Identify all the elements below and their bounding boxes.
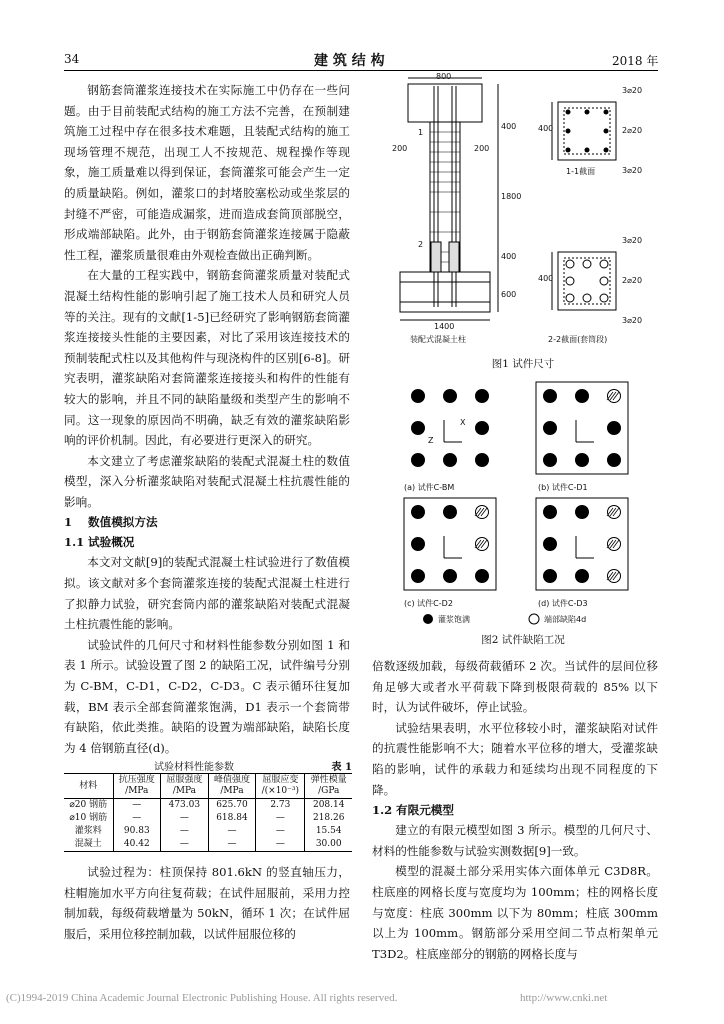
table-cell: 混凝土 [64, 838, 113, 852]
figure-2-drawing [398, 378, 654, 628]
paragraph: 本文建立了考虑灌浆缺陷的装配式混凝土柱的数值模型，深入分析灌浆缺陷对装配式混凝土柱抗震性能的影响。 [64, 453, 350, 509]
filled-bar [544, 570, 557, 583]
cnki-link[interactable]: http://www.cnki.net [520, 992, 608, 1004]
table-header-cell: 抗压强度 /MPa [113, 774, 161, 799]
filled-bar [476, 454, 489, 467]
rebar-label: 3⌀20 [622, 236, 643, 245]
section-heading-1-2: 1.2 有限元模型 [372, 803, 454, 818]
axis-z: Z [428, 436, 434, 445]
defect-bar [608, 390, 621, 403]
year: 2018 年 [612, 54, 659, 68]
table-cell: 90.83 [113, 825, 161, 838]
paragraph: 钢筋套筒灌浆连接技术在实际施工中仍存在一些问题。由于目前装配式结构的施工方法不完善，在预制建筑施工过程中存在很多技术难题，且装配式结构的施工现场管理不规范，出现工人不按规范、规程操作等现象，施工质量难以得到保证，套筒灌浆可能会产生一定的质量缺陷。例如，灌浆口的封堵胶塞松动或坐浆层的封缝不严密，可能造成漏浆，进而造成套筒顶部脱空，形成端部缺陷。此外，由于钢筋套筒灌浆连接属于隐蔽性工程，灌浆质量很难由外观检查做出正确判断。 [64, 83, 350, 262]
rebar-label: 2⌀20 [622, 276, 643, 285]
table-cell: — [161, 838, 209, 852]
paragraph: 模型的混凝土部分采用实体六面体单元 C3D8R。柱底座的网格长度与宽度均为 100mm；柱的网格长度与宽度：柱底 300mm 以下为 80mm；柱底 300mm 以上为 100mm。钢筋部分采用空间二节点桁架单元 T3D2。柱底座部分的钢筋的网格长度与 [372, 864, 658, 961]
figure-2-caption: 图2 试件缺陷工况 [481, 634, 565, 646]
paragraph: 试验试件的几何尺寸和材料性能参数分别如图 1 和表 1 所示。试验设置了图 2 的缺陷工况，试件编号分别为 C-BM，C-D1，C-D2，C-D3。C 表示循环往复加载，BM 表示全部套筒灌浆饱满，D1 表示一个套筒带有缺陷，依此类推。缺陷的设置为端部缺陷，缺陷长度为 4 倍钢筋直径(d)。 [64, 637, 350, 755]
filled-bar [412, 570, 425, 583]
legend-full-icon [423, 614, 433, 624]
paragraph: 试验结果表明，水平位移较小时，灌浆缺陷对试件的抗震性能影响不大；随着水平位移的增大，受灌浆缺陷的影响，试件的承载力和延续均出现不同程度的下降。 [372, 720, 658, 797]
legend-defect-label: 端部缺陷4d [544, 615, 587, 624]
filled-bar [544, 390, 557, 403]
paragraph: 倍数逐级加载，每级荷载循环 2 次。当试件的层间位移角足够大或者水平荷载下降到极限荷载的 85% 以下时，认为试件破坏，停止试验。 [372, 659, 658, 715]
panel-label: (b) 试件C-D1 [538, 483, 588, 492]
section-panel [536, 382, 628, 474]
section-heading-1-1: 1.1 试验概况 [64, 535, 135, 550]
table-row [64, 825, 352, 838]
section-mark-2: 2 [418, 240, 424, 249]
figure-1-drawing [388, 72, 658, 352]
filled-bar [576, 506, 589, 519]
table-cell: 30.00 [305, 838, 352, 852]
table-cell: — [208, 825, 256, 838]
table-header-cell: 屈服应变 /(×10⁻³) [256, 774, 305, 799]
filled-bar [444, 454, 457, 467]
filled-bar [444, 570, 457, 583]
legend-full-label: 灌浆饱满 [438, 615, 470, 624]
axis-arrows [576, 420, 594, 442]
table-cell: — [208, 838, 256, 852]
intro-text [64, 80, 350, 758]
table-row [64, 812, 352, 825]
filled-bar [476, 390, 489, 403]
dim-h400a: 400 [501, 122, 517, 131]
table-title: 试验材料性能参数 [154, 762, 234, 773]
table-cell: 625.70 [208, 799, 256, 813]
table-cell: 40.42 [113, 838, 161, 852]
rebar-label: 2⌀20 [622, 126, 643, 135]
paragraph: 试验过程为：柱顶保持 801.6kN 的竖直轴压力，柱帽施加水平方向往复荷载；在试件屈服前，采用力控制加载，每级荷载增量为 50kN，循环 1 次；在试件屈服后，采用位移控制加载，以试件屈服位移的 [64, 865, 350, 941]
section-panel [412, 390, 489, 467]
axis-x: X [460, 418, 466, 427]
table-cell: 15.54 [305, 825, 352, 838]
dim-left: 200 [392, 144, 408, 153]
table [64, 773, 352, 852]
filled-bar [544, 538, 557, 551]
section-mark-1: 1 [418, 128, 424, 137]
table-cell: 218.26 [305, 812, 352, 825]
dim-h1800: 1800 [501, 192, 522, 201]
table-cell: — [113, 812, 161, 825]
table-header-cell: 峰值强度 /MPa [208, 774, 256, 799]
label-section-1-1: 1-1截面 [566, 167, 596, 176]
filled-bar [576, 570, 589, 583]
table-header-cell: 材料 [64, 774, 113, 799]
paragraph: 建立的有限元模型如图 3 所示。模型的几何尺寸、材料的性能参数与试验实测数据[9]一致。 [372, 823, 658, 858]
table-cell: — [113, 799, 161, 813]
header-rule [64, 70, 658, 71]
table-row [64, 838, 352, 852]
journal-title: 建 筑 结 构 [314, 53, 385, 69]
defect-bar [476, 506, 489, 519]
section-panel [536, 498, 628, 590]
filled-bar [412, 538, 425, 551]
table-cell: — [256, 812, 305, 825]
section-panel [404, 498, 496, 590]
right-text [372, 656, 658, 964]
table-cell: — [256, 838, 305, 852]
table-cell: 473.03 [161, 799, 209, 813]
filled-bar [412, 390, 425, 403]
table-label: 表 1 [331, 762, 352, 773]
table-cell: 618.84 [208, 812, 256, 825]
dim-bottom: 1400 [434, 322, 455, 331]
page-number: 34 [64, 52, 80, 66]
dim-h600: 600 [501, 290, 517, 299]
paragraph: 本文对文献[9]的装配式混凝土柱试验进行了数值模拟。该文献对多个套筒灌浆连接的装配式混凝土柱进行了拟静力试验，研究套筒内部的灌浆缺陷对装配式混凝土柱抗震性能的影响。 [64, 555, 350, 632]
section-heading-1: 1 数值模拟方法 [64, 515, 158, 530]
dim-h400b: 400 [501, 252, 517, 261]
figure-1-caption: 图1 试件尺寸 [491, 358, 555, 370]
filled-bar [412, 506, 425, 519]
defect-bar [608, 506, 621, 519]
column-cap [408, 84, 482, 122]
section-dim: 400 [538, 274, 554, 283]
paragraph: 在大量的工程实践中，钢筋套筒灌浆质量对装配式混凝土结构性能的影响引起了施工技术人员和研究人员等的关注。现有的文献[1-5]已经研究了影响钢筋套筒灌浆连接接头性能的主要因素，对比了采用该连接技术的预制装配式柱以及其他构件与现浇构件的区别[6-8]。研究表明，灌浆缺陷对套筒灌浆连接接头和构件的性能有较大的影响，并且不同的缺陷量级和类型产生的影响不同。这一现象的原因尚不明确，缺乏有效的灌浆缺陷影响的评价机制。因此，有必要进行更深入的研究。 [64, 268, 350, 448]
dim-top: 800 [436, 72, 452, 81]
filled-bar [608, 454, 621, 467]
filled-bar [444, 506, 457, 519]
dim-right: 200 [474, 144, 490, 153]
filled-bar [412, 454, 425, 467]
table-cell: — [161, 825, 209, 838]
rebar-label: 3⌀20 [622, 86, 643, 95]
axis-arrows [576, 536, 594, 558]
process-text [64, 862, 350, 944]
filled-bar [576, 454, 589, 467]
filled-bar [476, 422, 489, 435]
table-cell: ⌀10 钢筋 [69, 813, 108, 823]
table-cell: — [256, 825, 305, 838]
filled-bar [544, 454, 557, 467]
table-cell: 208.14 [305, 799, 352, 813]
panel-label: (c) 试件C-D2 [404, 599, 453, 608]
label-column: 装配式混凝土柱 [410, 335, 466, 344]
table-cell: 2.73 [256, 799, 305, 813]
rebar-label: 3⌀20 [622, 316, 643, 325]
filled-bar [544, 506, 557, 519]
filled-bar [412, 422, 425, 435]
material-table [64, 758, 352, 852]
defect-bar [608, 570, 621, 583]
copyright-footer: (C)1994-2019 China Academic Journal Electronic Publishing House. All rights reserved. [6, 992, 398, 1004]
table-header-cell: 屈服强度 /MPa [161, 774, 209, 799]
table-cell: 灌浆料 [74, 826, 102, 836]
table-cell: — [161, 812, 209, 825]
filled-bar [544, 422, 557, 435]
filled-bar [444, 390, 457, 403]
legend-defect-icon [529, 614, 539, 624]
table-row [64, 799, 352, 813]
figure-1 [388, 72, 658, 352]
table-cell: ⌀20 钢筋 [69, 800, 108, 810]
defect-bar [608, 538, 621, 551]
panel-label: (d) 试件C-D3 [538, 599, 588, 608]
axis-arrows [444, 536, 462, 558]
panel-label: (a) 试件C-BM [404, 483, 455, 492]
figure-2 [398, 378, 654, 628]
column-base [400, 272, 490, 312]
section-dim: 400 [538, 124, 554, 133]
table-header-cell: 弹性模量 /GPa [305, 774, 352, 799]
label-section-2-2: 2-2截面(套筒段) [548, 335, 608, 344]
filled-bar [476, 570, 489, 583]
filled-bar [608, 422, 621, 435]
rebar-label: 3⌀20 [622, 166, 643, 175]
filled-bar [576, 390, 589, 403]
defect-bar [476, 538, 489, 551]
